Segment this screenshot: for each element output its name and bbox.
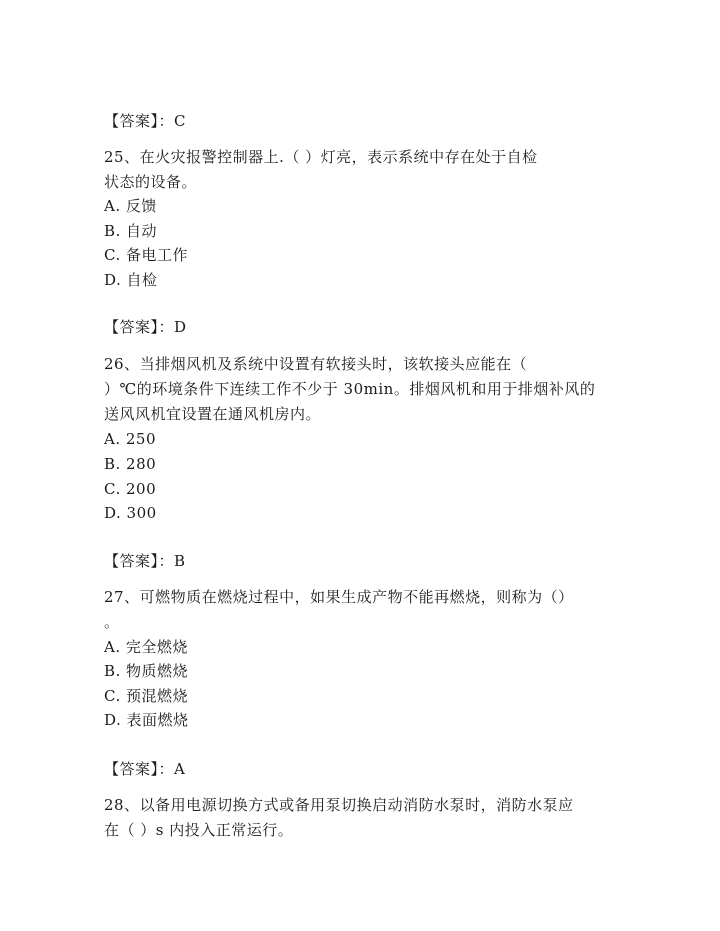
question-25-option-b: B. 自动 xyxy=(104,222,158,240)
question-28-line-1: 28、以备用电源切换方式或备用泵切换启动消防水泵时，消防水泵应 xyxy=(104,796,574,814)
question-27-option-b: B. 物质燃烧 xyxy=(104,662,189,680)
question-25-line-1: 25、在火灾报警控制器上.（ ）灯亮，表示系统中存在处于自检 xyxy=(104,148,538,166)
question-26-line-2: ）℃的环境条件下连续工作不少于 30min。排烟风机和用于排烟补风的 xyxy=(104,380,596,398)
question-25-line-2: 状态的设备。 xyxy=(104,173,198,191)
question-26-option-b: B. 280 xyxy=(104,455,157,473)
question-25-option-c: C. 备电工作 xyxy=(104,246,188,264)
question-26-line-3: 送风风机宜设置在通风机房内。 xyxy=(104,405,322,423)
question-27-line-2: 。 xyxy=(104,613,120,631)
question-26-option-d: D. 300 xyxy=(104,504,157,522)
question-28-line-2: 在（ ）s 内投入正常运行。 xyxy=(104,821,294,839)
answer-27: 【答案】：A xyxy=(104,760,186,778)
question-27-option-c: C. 预混燃烧 xyxy=(104,687,188,705)
question-26-option-a: A. 250 xyxy=(104,430,156,448)
question-27-option-a: A. 完全燃烧 xyxy=(104,638,188,656)
answer-25: 【答案】：D xyxy=(104,318,187,336)
answer-24: 【答案】：C xyxy=(104,112,186,130)
question-27-option-d: D. 表面燃烧 xyxy=(104,711,189,729)
question-26-line-1: 26、当排烟风机及系统中设置有软接头时，该软接头应能在（ xyxy=(104,355,528,373)
question-25-option-a: A. 反馈 xyxy=(104,197,157,215)
question-26-option-c: C. 200 xyxy=(104,480,157,498)
question-27-line-1: 27、可燃物质在燃烧过程中，如果生成产物不能再燃烧，则称为（） xyxy=(104,588,574,606)
question-25-option-d: D. 自检 xyxy=(104,271,158,289)
answer-26: 【答案】：B xyxy=(104,552,186,570)
